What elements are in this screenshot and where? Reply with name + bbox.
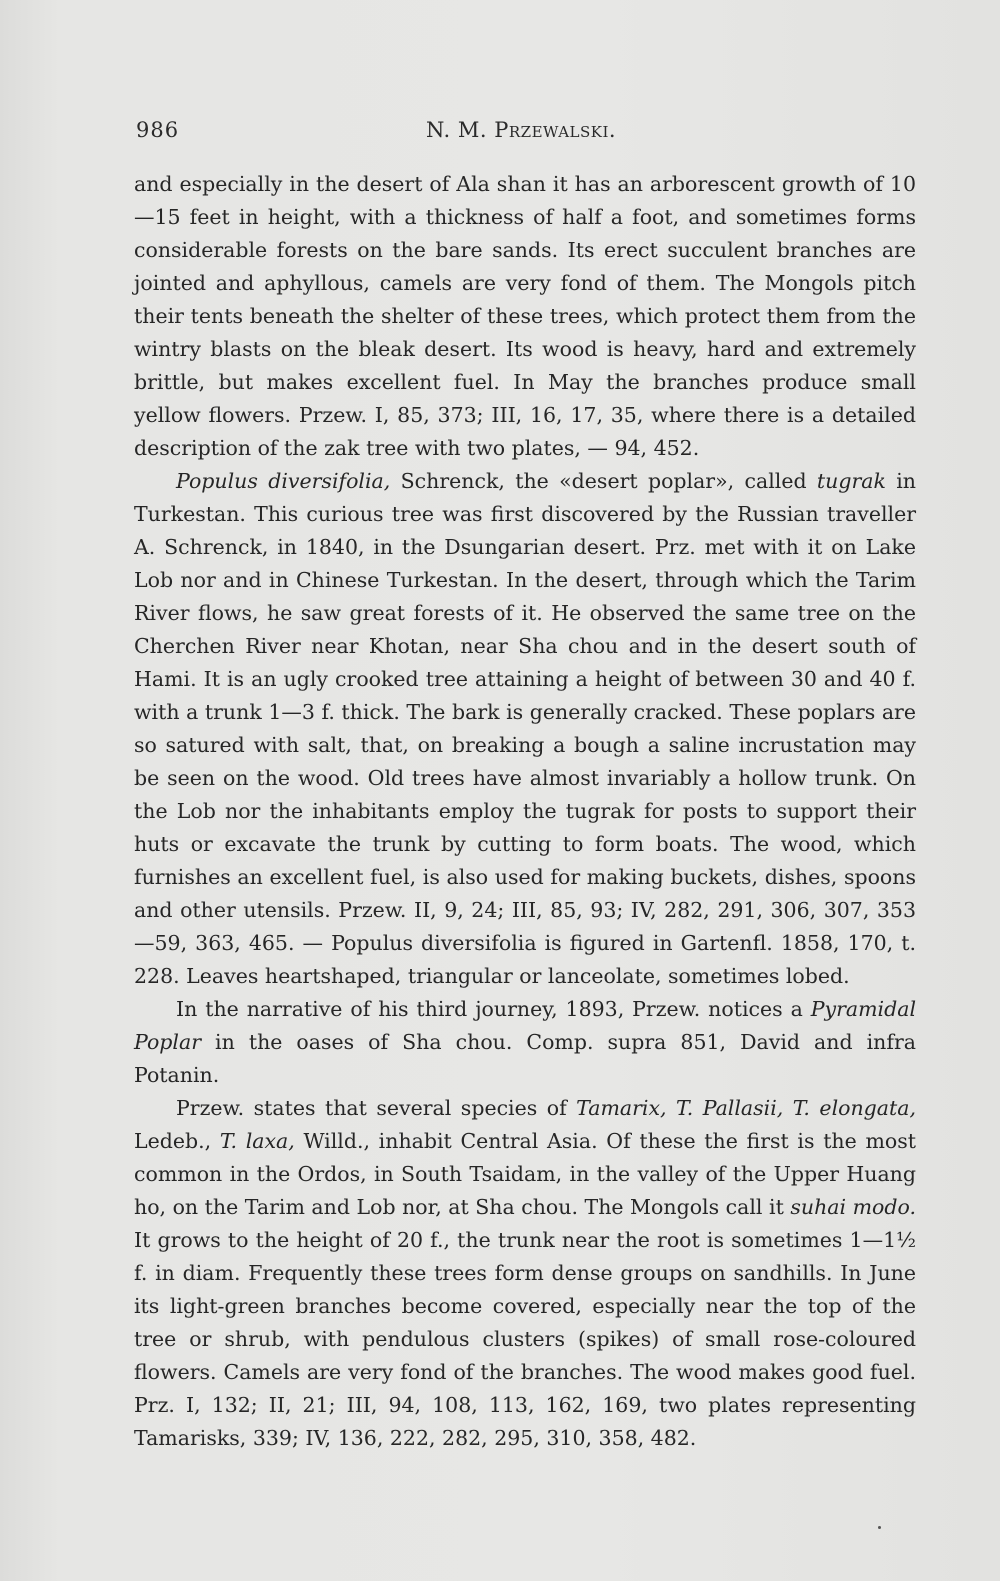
italic-term: Pyramidal Poplar: [134, 997, 916, 1054]
paragraph-p1: [134, 168, 916, 465]
text-run: Willd., inhabit Central Asia. Of these the first is the most common in the Ordos, in South Tsaidam, in the valley of the Upper Huang ho, on the Tarim and Lob nor, at Sha chou. The Mongols call it: [134, 1129, 916, 1219]
author-surname: Przewalski.: [494, 118, 617, 142]
italic-term: suhai modo.: [790, 1195, 916, 1219]
italic-term: Populus diversifolia,: [176, 469, 391, 493]
paragraph-p4: [134, 1092, 916, 1455]
italic-term: T. laxa,: [219, 1129, 295, 1153]
running-head: [426, 118, 616, 142]
italic-term: Tamarix, T. Pallasii, T. elongata,: [576, 1096, 916, 1120]
text-run: Schrenck, the «desert poplar», called: [390, 469, 817, 493]
body-text: [134, 168, 916, 1455]
text-run: In the narrative of his third journey, 1893, Przew. notices a: [176, 997, 811, 1021]
page-header: [136, 118, 906, 148]
italic-term: tugrak: [816, 469, 886, 493]
author-initials: N. M.: [426, 118, 488, 142]
text-run: in Turkestan. This curious tree was first discovered by the Russian traveller A. Schrenck, in 1840, in the Dsungarian desert. Prz. met with it on Lake Lob nor and in Chinese Turkestan. In the desert, through which the Tarim River flows, he saw great forests of it. He observed the same tree on the Cherchen River near Khotan, near Sha chou and in the desert south of Hami. It is an ugly crooked tree attaining a height of between 30 and 40 f. with a trunk 1—3 f. thick. The bark is generally cracked. These poplars are so satured with salt, that, on breaking a bough a saline incrustation may be seen on the wood. Old trees have almost invariably a hollow trunk. On the Lob nor the inhabitants employ the tugrak for posts to support their huts or excavate the trunk by cutting to form boats. The wood, which furnishes an excellent fuel, is also used for making buckets, dishes, spoons and other utensils. Przew. II, 9, 24; III, 85, 93; IV, 282, 291, 306, 307, 353—59, 363, 465. — Populus diversifolia is figured in Gartenfl. 1858, 170, t. 228. Leaves heartshaped, triangular or lanceolate, sometimes lobed.: [134, 469, 917, 988]
text-run: and especially in the desert of Ala shan it has an arborescent growth of 10—15 feet in height, with a thickness of half a foot, and sometimes forms considerable forests on the bare sands. Its erect succulent branches are jointed and aphyllous, camels are very fond of them. The Mongols pitch their tents beneath the shelter of these trees, which protect them from the wintry blasts on the bleak desert. Its wood is heavy, hard and extremely brittle, but makes excellent fuel. In May the branches produce small yellow flowers. Przew. I, 85, 373; III, 16, 17, 35, where there is a detailed description of the zak tree with two plates, — 94, 452.: [134, 172, 916, 460]
text-run: in the oases of Sha chou. Comp. supra 851, David and infra Potanin.: [134, 1030, 916, 1087]
page-number: 986: [136, 118, 180, 142]
text-run: It grows to the height of 20 f., the trunk near the root is sometimes 1—1½ f. in diam. Frequently these trees form dense groups on sandhills. In June its light-green branches become covered, especially near the top of the tree or shrub, with pendulous clusters (spikes) of small rose-coloured flowers. Camels are very fond of the branches. The wood makes good fuel. Prz. I, 132; II, 21; III, 94, 108, 113, 162, 169, two plates representing Tamarisks, 339; IV, 136, 222, 282, 295, 310, 358, 482.: [134, 1228, 916, 1450]
text-run: Ledeb.,: [134, 1129, 220, 1153]
print-speck: [878, 1526, 881, 1529]
paragraph-p3: [134, 993, 916, 1092]
text-run: Przew. states that several species of: [176, 1096, 577, 1120]
paragraph-p2: [134, 465, 916, 993]
